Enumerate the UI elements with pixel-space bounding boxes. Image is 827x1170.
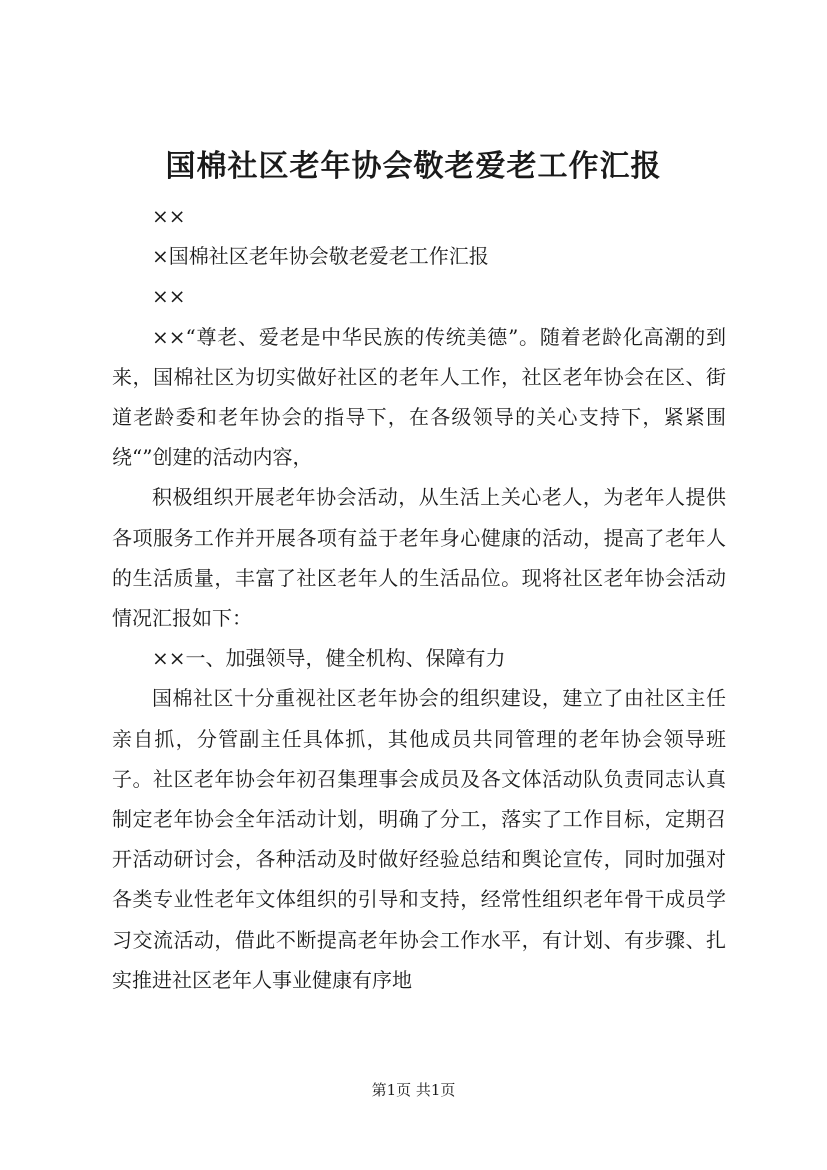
paragraph: 积极组织开展老年协会活动，从生活上关心老人，为老年人提供各项服务工作并开展各项有益于老年身心健康的活动，提高了老年人的生活质量，丰富了社区老年人的生活品位。现将社区老年协会活动情况汇报如下： [112, 485, 726, 631]
section-heading: ××一、加强领导，健全机构、保障有力 [152, 646, 506, 671]
document-title: 国棉社区老年协会敬老爱老工作汇报 [165, 149, 662, 184]
paragraph: 国棉社区十分重视社区老年协会的组织建设，建立了由社区主任亲自抓，分管副主任具体抓，其他成员共同管理的老年协会领导班子。社区老年协会年初召集理事会成员及各文体活动队负责同志认真制定老年协会全年活动计划，明确了分工，落实了工作目标，定期召开活动研讨会，各种活动及时做好经验总结和舆论宣传，同时加强对各类专业性老年文体组织的引导和支持，经常性组织老年骨干成员学习交流活动，借此不断提高老年协会工作水平，有计划、有步骤、扎实推进社区老年人事业健康有序地 [112, 686, 726, 992]
page-footer: 第1页 共1页 [371, 1081, 456, 1099]
document-body [112, 196, 726, 1000]
paragraph: ×国棉社区老年协会敬老爱老工作汇报 [152, 244, 489, 269]
paragraph: ×× [152, 284, 186, 309]
paragraph: ×× [152, 204, 186, 228]
paragraph: ××“尊老、爱老是中华民族的传统美德”。随着老龄化高潮的到来，国棉社区为切实做好社区的老年人工作，社区老年协会在区、街道老龄委和老年协会的指导下，在各级领导的关心支持下，紧紧围绕“”创建的活动内容， [112, 324, 726, 470]
